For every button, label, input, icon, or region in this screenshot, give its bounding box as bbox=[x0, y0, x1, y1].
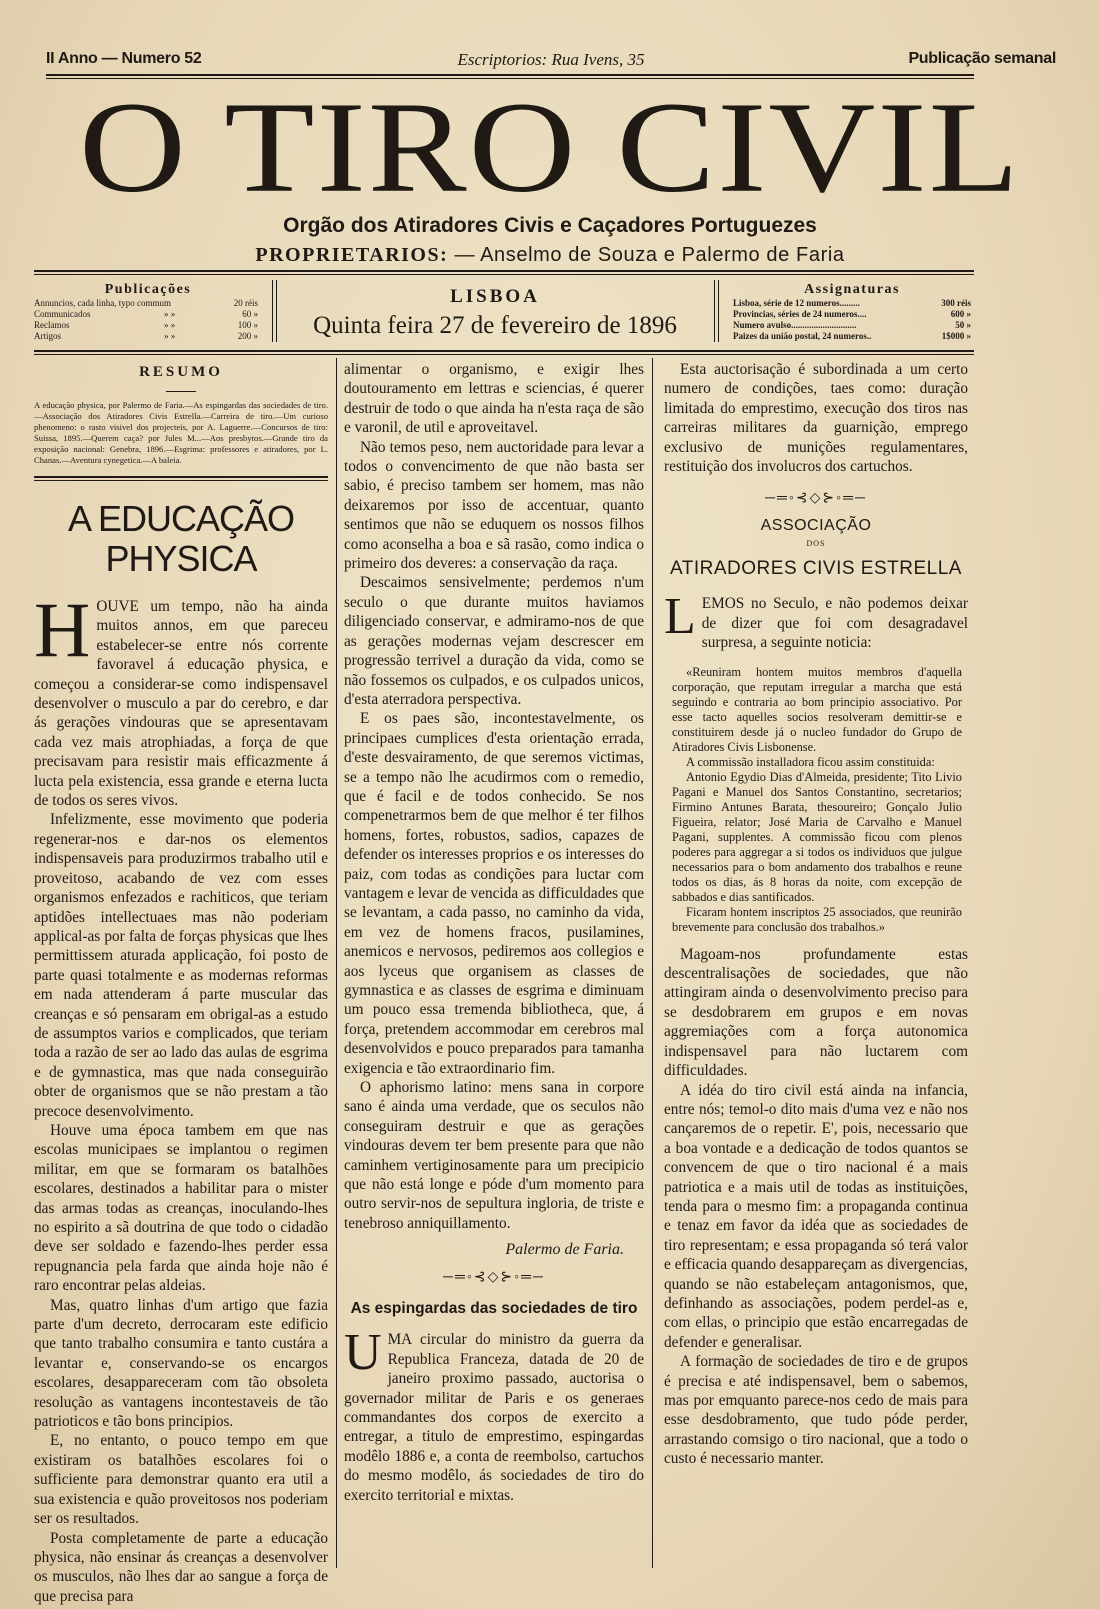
subscription-label: Lisboa, série de 12 numeros......... bbox=[733, 298, 860, 308]
ornament-divider: ─═◦⊰◇⊱◦═─ bbox=[443, 1270, 545, 1286]
article-paragraph: Esta auctorisação é subordinada a um certo numero de condições, taes como: duração limitada do emprestimo, execução dos tiros nas carreiras militares da guarnição, emprego exclusivo de munições regulamentares, restituição dos involucros dos cartuchos. bbox=[664, 361, 968, 476]
subscription-value: 1$000 » bbox=[941, 331, 971, 341]
drop-cap: L bbox=[664, 588, 696, 646]
ornament-divider: ─═◦⊰◇⊱◦═─ bbox=[765, 491, 867, 507]
issue-number: II Anno — Numero 52 bbox=[46, 50, 202, 67]
proprietors-names: — Anselmo de Souza e Palermo de Faria bbox=[454, 244, 845, 266]
divider bbox=[718, 280, 719, 342]
quote-paragraph: «Reuniram hontem muitos membros d'aquella corporação, que reputam irregular a marcha que está seguindo e contraria ao bom principio associativo. Por esse tacto aquelles socios resolveram demittir-se e constituirem desde já o nucleo fundador do Grupo de Atiradores Civis Lisbonense. bbox=[672, 664, 962, 754]
proprietors-line bbox=[0, 244, 1100, 267]
article-paragraph: Não temos peso, nem auctoridade para levar a todos o convencimento de que não basta ser sabio, é preciso tambem ser homem, mas não deixaremos por isso de accentuar, quanto sentimos que não se eduquem os nossos filhos como aconselha a boa e sã rasão, como indica o primeiro dos deveres: a conservação da raça. bbox=[344, 438, 644, 573]
quote-paragraph: A commissão installadora ficou assim constituida: bbox=[686, 754, 935, 769]
article-title: As espingardas das sociedades de tiro bbox=[350, 1300, 638, 1318]
rate-label: Communicados bbox=[34, 309, 91, 319]
publicacoes-box bbox=[34, 284, 262, 342]
divider bbox=[34, 476, 328, 481]
newspaper-subtitle: Orgão dos Atiradores Civis e Caçadores Portuguezes bbox=[283, 214, 817, 237]
rate-value: 200 » bbox=[237, 331, 258, 341]
column-divider bbox=[652, 358, 653, 1568]
resumo-text: A educação physica, por Palermo de Faria.—As espingardas das sociedades de tiro.—Associação dos Atiradores Civis Estrella.—Carreira de tiro.—Um curioso phenomeno: o rasto visivel dos projecteis, por A. Laguerre.—Concursos de tiro: Suissa, 1895.—Querem caça? por Jules M...—Aos presbytos.—Grande tiro da exposição nacional: Genebra, 1896.—Esgrima: professores e atiradores, por L. Chanas.—Aventura cynegetica.—A baleia. bbox=[34, 400, 328, 465]
resumo-title: RESUMO bbox=[139, 364, 223, 380]
divider bbox=[714, 280, 715, 342]
article-paragraph: A formação de sociedades de tiro e de grupos é precisa e até indispensavel, bem o sabemos, mas por emquanto parece-nos cedo de mais para esse desdobramento, que tudo póde perder, arrastando comsigo o tiro nacional, que a todo o custo é necessario manter. bbox=[664, 1353, 968, 1468]
association-dos: DOS bbox=[806, 539, 826, 549]
article-paragraph: E, no entanto, o pouco tempo em que existiram os batalhões escolares foi o sufficiente para demonstrar quanto era util a sua existencia e quão proveitosos nos poderiam ser os resultados. bbox=[34, 1432, 328, 1528]
subscription-label: Provincias, séries de 24 numeros.... bbox=[733, 309, 867, 319]
city-name: LISBOA bbox=[450, 286, 540, 307]
assignaturas-title: Assignaturas bbox=[804, 282, 900, 297]
dateline-box bbox=[280, 286, 710, 340]
rate-value: 100 » bbox=[237, 320, 258, 330]
rate-label: Artigos bbox=[34, 331, 61, 341]
rate-label: Reclamos bbox=[34, 320, 70, 330]
article-paragraph: Magoam-nos profundamente estas descentralisações de sociedades, que não attingiram ainda o desenvolvimento preciso para se desdobrarem em grupos e em novas aggremiações com a força autonomica indispensavel para não luctarem com difficuldades. bbox=[664, 945, 968, 1080]
subscription-value: 600 » bbox=[950, 309, 971, 319]
column-3 bbox=[664, 360, 968, 1469]
article-paragraph: E os paes são, incontestavelmente, os principaes cumplices d'esta orientação errada, d'este desvairamento, de que seremos victimas, se a tempo não lhe acudirmos com o remedio, que é facil e de todos conhecido. Se nos compenetrarmos bem de que melhor é ter filhos homens, fortes, robustos, sadios, capazes de defender os interesses proprios e os interesses do paiz, com todas as condições para luctar com vantagem e levar de vencida as difficuldades que se levantam, a cada passo, no caminho da vida, em vez de homens fracos, pusilamines, anemicos e nervosos, pediremos aos collegios e aos lyceus que organisem as classes de gymnastica e as classes de esgrima e diminuam um pouco essa tremenda bibliotheca, que, á força, pretendem accommodar em cerebros mal desenvolvidos e pouco preparados para tamanha exigencia e tão extraordinario fim. bbox=[344, 710, 644, 1077]
article-paragraph: OUVE um tempo, não ha ainda muitos annos, em que pareceu estabelecer-se entre nós corrente favoravel á educação physica, e começou a considerar-se como indispensavel desenvolver o musculo a par do cerebro, e dar ás gerações vindouras que se apresentavam cada vez mais atrophiadas, a força de que precisavam para resistir mais efficazmente á lucta pela existencia, essa grande e eterna lucta de todos os seres vivos. bbox=[34, 598, 328, 810]
article-paragraph: MA circular do ministro da guerra da Republica Franceza, datada de 20 de janeiro proximo passado, auctorisa o governador militar de Paris e os generaes commandantes dos corpos de exercito a entregar, a titulo de emprestimo, espingardas modêlo 1886 e, a conta de reembolso, cartuchos do mesmo modêlo, ás sociedades de tiro do exercito territorial e mixtas. bbox=[344, 1331, 644, 1504]
column-divider bbox=[336, 358, 337, 1568]
divider bbox=[272, 280, 273, 342]
subscription-value: 300 réis bbox=[941, 298, 971, 308]
rate-ditto: » » bbox=[164, 309, 176, 319]
info-rule bbox=[34, 350, 974, 355]
assignaturas-box bbox=[733, 284, 971, 342]
article-paragraph: Mas, quatro linhas d'um artigo que fazia parte d'um decreto, derrocaram este edificio que tanto trabalho consumira e tanto custára a levantar e, conservando-se os encargos escolares, desappareceram com tão obsoleta resolução as vantagens incontestaveis de tão patrioticos e tão bons principios. bbox=[34, 1296, 328, 1431]
drop-cap: H bbox=[34, 586, 91, 673]
association-heading: ASSOCIAÇÃO bbox=[760, 517, 872, 535]
subscription-label: Numero avulso............................. bbox=[733, 320, 857, 330]
column-2 bbox=[344, 360, 644, 1505]
proprietors-label: PROPRIETARIOS: bbox=[255, 244, 449, 266]
masthead-rule bbox=[34, 270, 974, 275]
quote-paragraph: Antonio Egydio Dias d'Almeida, presidente; Tito Livio Pagani e Manuel dos Santos Constantino, secretarios; Firmino Antunes Barata, thesoureiro; Gonçalo Julio Figueira, relator; José Maria de Carvalho e Manuel Pagani, supplentes. A commissão ficou com plenos poderes para aggregar a si todos os individuos que julgue necessarios para o bom andamento dos trabalhos e reune todos os dias, ás 8 horas da noite, com excepção de sabbados e dias santificados. bbox=[672, 769, 962, 904]
article-paragraph: Infelizmente, esse movimento que poderia regenerar-nos e dar-nos os elementos indispensaveis para produzirmos trabalho util e proveitoso, acabando de vez com esses organismos enfezados e rachiticos, que teriam aptidões intellectuaes mas não poderiam applical-as por falta de forças physicas que lhes permittissem aturada applicação, foi posto de parte quasi totalmente e as modernas reformas em nada attenderam á parte muscular das creanças e só pensaram em obrigal-as a estudo de assumptos varios e complicados, que teriam toda a razão de ser ao lado das aulas de esgrima e de gymnastica, mas que nada conseguirão obter de organismos que se não prestam a tão precoce desenvolvimento. bbox=[34, 811, 328, 1120]
drop-cap: U bbox=[344, 1324, 382, 1382]
divider bbox=[166, 391, 196, 392]
article-paragraph: EMOS no Seculo, e não podemos deixar de dizer que foi com desagradavel surpresa, a seguinte noticia: bbox=[701, 595, 968, 652]
article-paragraph: A idéa do tiro civil está ainda na infancia, entre nós; temol-o dito mais d'uma vez e não nos cançaremos de o repetir. E', pois, necessario que a boa vontade e a dedicação de todos quantos se convencem de que o tiro nacional é a mais patriotica e a mais util de todas as instituições, tenda para o mesmo fim: a propaganda continua e tenaz em favor da idéa que as sociedades de tiro representam; e essa propaganda só terá valor e efficacia quando desappareçam as divergencias, quando se não estabeleçam antagonismos, que, definhando as associações, podem perdel-as e, com ellas, o principio que estão encarregadas de defender e generalisar. bbox=[664, 1081, 968, 1351]
top-info-line bbox=[46, 50, 1056, 72]
association-name: ATIRADORES CIVIS ESTRELLA bbox=[670, 558, 962, 580]
publicacoes-title: Publicações bbox=[104, 282, 192, 297]
subscription-label: Paizes da união postal, 24 numeros.. bbox=[733, 331, 872, 341]
subscription-value: 50 » bbox=[955, 320, 971, 330]
rate-value: 60 » bbox=[242, 309, 258, 319]
issue-date: Quinta feira 27 de fevereiro de 1896 bbox=[313, 312, 677, 339]
rate-ditto: » » bbox=[164, 331, 176, 341]
rate-ditto: » » bbox=[164, 320, 176, 330]
divider bbox=[276, 280, 277, 342]
publication-frequency: Publicação semanal bbox=[908, 50, 1056, 67]
article-title: A EDUCAÇÃO PHYSICA bbox=[67, 498, 295, 579]
quote-paragraph: Ficaram hontem inscriptos 25 associados, que reunirão brevemente para conclusão dos trabalhos.» bbox=[672, 904, 962, 934]
newspaper-title: O TIRO CIVIL bbox=[78, 75, 1022, 220]
article-signature: Palermo de Faria. bbox=[505, 1241, 624, 1259]
article-paragraph: Houve uma época tambem em que nas escolas municipaes se implantou o regimen militar, em que se formaram os batalhões escolares, destinados a habilitar para o mister das armas todas as creanças, inoculando-lhes no espirito a sã doutrina de que todo o cidadão deve ser soldado e fazendo-lhes perder essa repugnancia pela farda que ainda hoje não é raro encontrar pelas aldeias. bbox=[34, 1121, 328, 1295]
article-paragraph: O aphorismo latino: mens sana in corpore sano é ainda uma verdade, que os seculos não conseguiram destruir e que as gerações vindouras devem ter bem presente para que não caminhem vertiginosamente para um precipicio que não está longe e póde d'um momento para outro servir-nos de sepultura ingloria, de triste e tenebroso anniquillamento. bbox=[344, 1079, 644, 1232]
office-address: Escriptorios: Rua Ivens, 35 bbox=[457, 50, 645, 69]
rate-label: Annuncios, cada linha, typo commum bbox=[34, 298, 171, 308]
column-1 bbox=[34, 364, 328, 1606]
rate-value: 20 réis bbox=[233, 298, 258, 308]
article-paragraph: alimentar o organismo, e exigir lhes doutouramento em lettras e sciencias, é querer destruir de todo o que ainda ha n'esta raça de são e varonil, de util e aproveitavel. bbox=[344, 361, 644, 437]
article-paragraph: Descaimos sensivelmente; perdemos n'um seculo o que durante muitos haviamos diligenciado conservar, e admiramo-nos de que as gerações modernas vejam descrescer em progressão terrivel a duração da vida, como se não fossemos os culpados, e os culpados unicos, d'esta aterradora perspectiva. bbox=[344, 574, 644, 708]
article-paragraph: Posta completamente de parte a educação physica, não ensinar ás creanças a desenvolver os musculos, não lhes dar ao sangue a força de que precisa para bbox=[34, 1529, 328, 1605]
news-quote bbox=[672, 665, 962, 935]
